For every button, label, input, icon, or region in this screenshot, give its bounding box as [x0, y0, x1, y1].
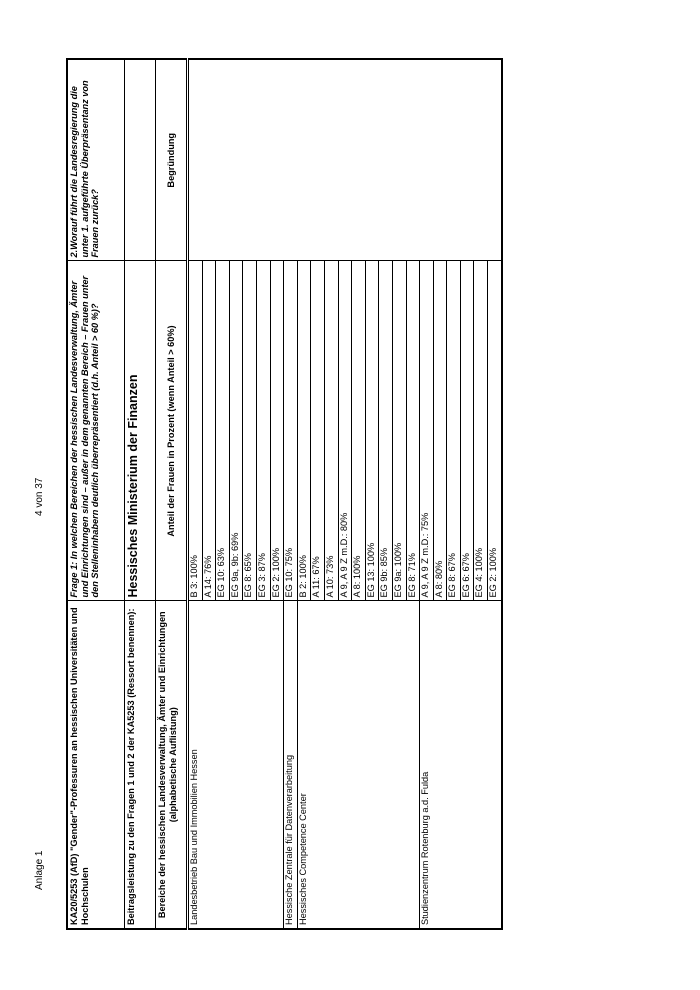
share-cell: EG 9a, 9b: 69%	[229, 261, 243, 601]
rotated-table-sheet	[66, 60, 499, 930]
contribution-table	[66, 58, 503, 930]
header-row	[67, 59, 125, 929]
share-cell: EG 4: 100%	[474, 261, 488, 601]
share-subheader: Anteil der Frauen in Prozent (wenn Anteil > 60%)	[156, 261, 188, 601]
share-cell: EG 6: 67%	[460, 261, 474, 601]
areas-subheader: Bereiche der hessischen Landesverwaltung, Ämter und Einrichtungen (alphabetische Auflistung)	[156, 601, 188, 929]
share-cell: EG 8: 71%	[406, 261, 420, 601]
area-cell: Landesbetrieb Bau und Immobilien Hessen	[188, 601, 284, 929]
reason-cell	[188, 59, 502, 261]
annex-label: Anlage 1	[34, 850, 45, 890]
share-cell: A 11: 67%	[311, 261, 325, 601]
share-cell: EG 9a: 100%	[392, 261, 406, 601]
subheader-row	[156, 59, 188, 929]
reason-subheader: Begründung	[156, 59, 188, 261]
share-cell: EG 2: 100%	[488, 261, 502, 601]
question-1-cell: Frage 1: In welchen Bereichen der hessischen Landesverwaltung, Ämter und Einrichtungen sind – außer in dem genannten Bereich – Frauen unter den Stelleninhabern deutlich überrepräsentiert (d.h. Anteil > 60 %)?	[67, 261, 125, 601]
share-cell: A 9, A 9 Z m.D.: 75%	[420, 261, 434, 601]
table-row	[188, 59, 203, 929]
share-cell: EG 10: 63%	[216, 261, 230, 601]
share-cell: EG 2: 100%	[270, 261, 284, 601]
question-2-cell: 2.Worauf führt die Landesregierung die unter 1. aufgeführte Überpräsentanz von Frauen zurück?	[67, 59, 125, 261]
page-number: 4 von 37	[34, 477, 45, 516]
share-cell: A 8: 80%	[433, 261, 447, 601]
share-cell: EG 8: 67%	[447, 261, 461, 601]
share-cell: EG 13: 100%	[365, 261, 379, 601]
area-cell: Studienzentrum Rotenburg a.d. Fulda	[420, 601, 502, 929]
share-cell: EG 9b: 85%	[379, 261, 393, 601]
empty-cell	[125, 59, 156, 261]
ministry-row	[125, 59, 156, 929]
share-cell: B 3: 100%	[188, 261, 203, 601]
share-cell: A 9, A 9 Z m.D.: 80%	[338, 261, 352, 601]
area-cell: Hessisches Competence Center	[297, 601, 419, 929]
area-cell: Hessische Zentrale für Datenverarbeitung	[284, 601, 298, 929]
share-cell: B 2: 100%	[297, 261, 311, 601]
share-cell: A 10: 73%	[324, 261, 338, 601]
share-cell: A 8: 100%	[352, 261, 366, 601]
share-cell: EG 10: 75%	[284, 261, 298, 601]
ministry-title-cell: Hessisches Ministerium der Finanzen	[125, 261, 156, 601]
contribution-label-cell: Beitragsleistung zu den Fragen 1 und 2 der KA5253 (Ressort benennen):	[125, 601, 156, 929]
share-cell: EG 3: 87%	[256, 261, 270, 601]
inquiry-title-cell: KA20/5253 (AfD) "Gender"-Professuren an hessischen Universitäten und Hochschulen	[67, 601, 125, 929]
share-cell: A 14: 76%	[202, 261, 216, 601]
share-cell: EG 8: 65%	[243, 261, 257, 601]
